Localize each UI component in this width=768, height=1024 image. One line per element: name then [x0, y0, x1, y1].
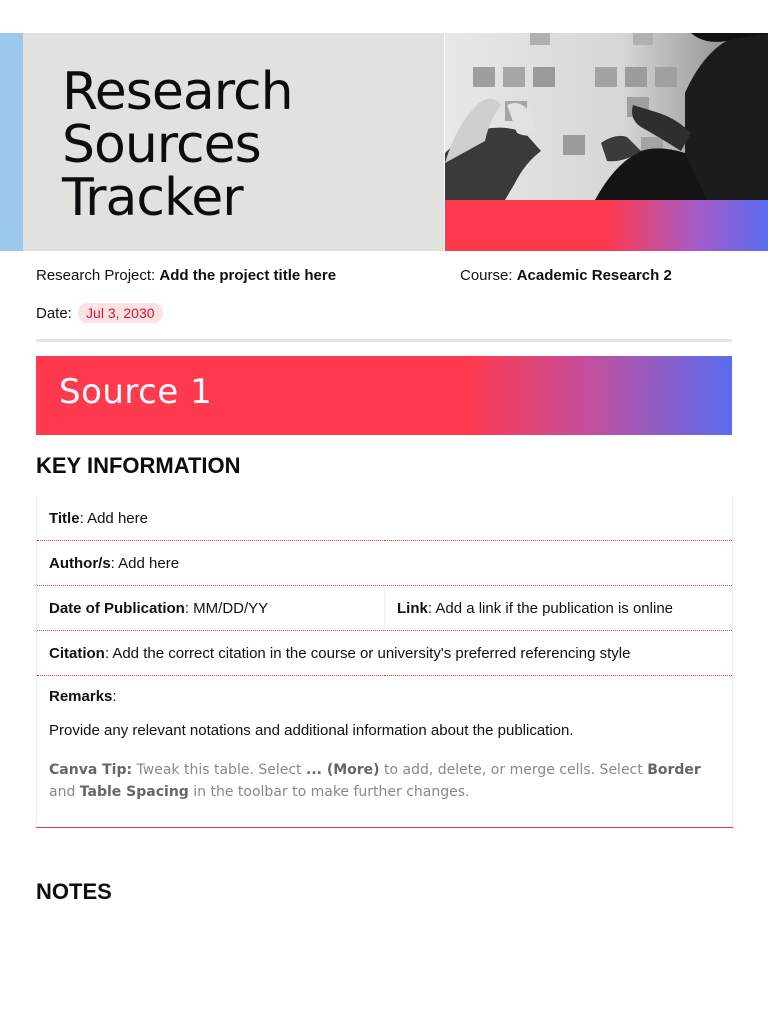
authors-cell[interactable]	[37, 541, 733, 586]
tip-table-spacing: Table Spacing	[79, 784, 189, 800]
remarks-body: Provide any relevant notations and additional information about the publication.	[49, 722, 574, 739]
table-row	[37, 631, 733, 676]
project-meta	[36, 267, 336, 285]
banner-gradient-bar	[445, 200, 768, 251]
page-title-line-2: Sources	[62, 115, 261, 175]
page-title	[62, 62, 293, 228]
section-divider	[36, 339, 732, 342]
project-value[interactable]: Add the project title here	[159, 267, 337, 284]
key-information-heading: KEY INFORMATION	[36, 453, 241, 478]
notes-heading: NOTES	[36, 879, 112, 904]
banner-photo	[445, 33, 768, 200]
title-label: Title	[49, 509, 80, 527]
authors-label: Author/s	[49, 554, 111, 572]
table-row	[37, 496, 733, 541]
header-banner	[0, 33, 768, 251]
key-information-table	[36, 496, 733, 828]
course-value[interactable]: Academic Research 2	[516, 267, 672, 284]
sticky-notes-photo-image	[445, 33, 768, 200]
citation-label: Citation	[49, 644, 105, 662]
banner-accent-stripe	[0, 33, 23, 251]
date-label: Date:	[36, 305, 72, 322]
course-label: Course:	[460, 267, 513, 284]
canva-tip	[49, 759, 720, 803]
page-title-line-3: Tracker	[62, 168, 243, 228]
table-row	[37, 676, 733, 828]
source-banner	[36, 356, 732, 435]
tip-border: Border	[647, 762, 701, 778]
date-meta	[36, 303, 163, 323]
source-title: Source 1	[59, 372, 213, 412]
citation-value: : Add the correct citation in the course or university's preferred referencing style	[104, 644, 631, 662]
title-cell[interactable]	[37, 496, 733, 541]
course-meta	[460, 267, 672, 285]
project-label: Research Project:	[36, 267, 156, 284]
link-cell[interactable]	[385, 586, 733, 631]
title-value: : Add here	[79, 509, 148, 527]
publication-date-label: Date of Publication	[49, 599, 185, 617]
tip-label: Canva Tip:	[49, 762, 133, 778]
authors-value: : Add here	[110, 554, 180, 572]
table-row	[37, 541, 733, 586]
tip-text-2: to add, delete, or merge cells. Select	[379, 762, 648, 778]
tip-text-4: in the toolbar to make further changes.	[188, 784, 470, 800]
remarks-cell[interactable]	[37, 676, 733, 828]
date-chip[interactable]: Jul 3, 2030	[78, 303, 163, 323]
tip-text-1: Tweak this table. Select	[132, 762, 306, 778]
tip-text-3: and	[49, 784, 80, 800]
remarks-colon: :	[112, 688, 117, 705]
publication-date-value: : MM/DD/YY	[184, 599, 269, 617]
publication-date-cell[interactable]	[37, 586, 385, 631]
citation-cell[interactable]	[37, 631, 733, 676]
tip-more: ... (More)	[306, 762, 380, 778]
link-label: Link	[397, 599, 428, 617]
remarks-label: Remarks	[49, 688, 113, 705]
link-value: : Add a link if the publication is online	[427, 599, 673, 617]
table-row	[37, 586, 733, 631]
page-title-line-1: Research	[62, 62, 293, 122]
